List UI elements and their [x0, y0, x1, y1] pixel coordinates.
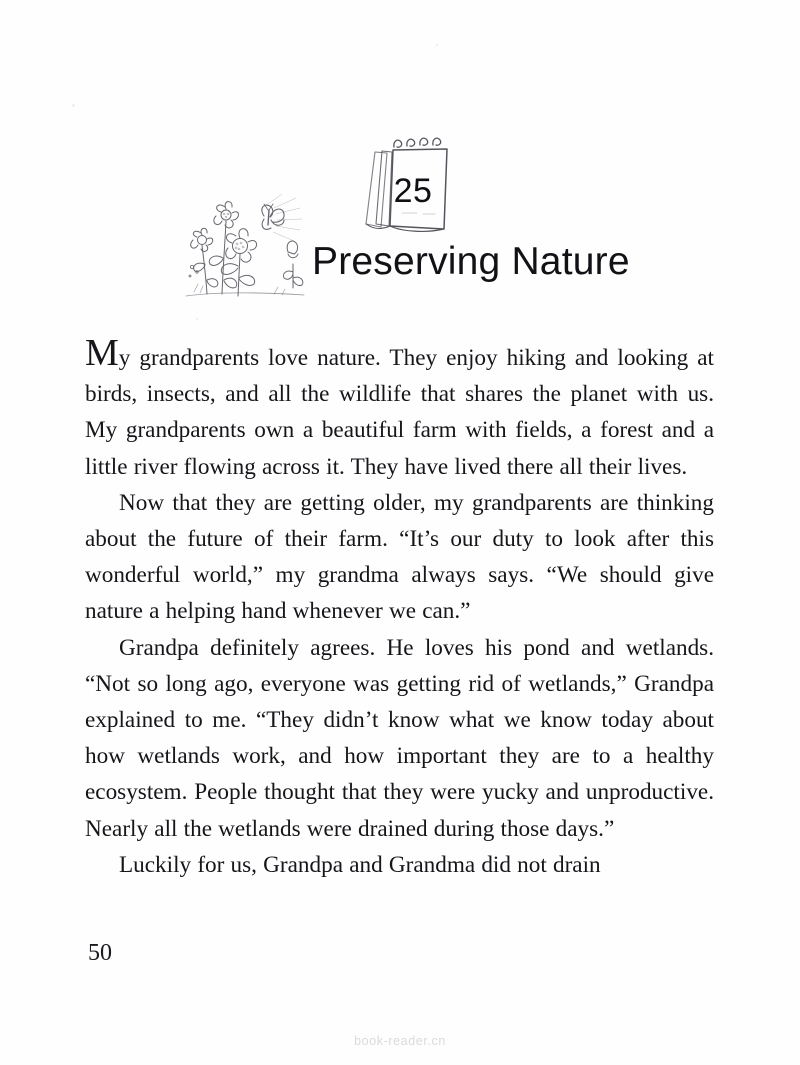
paragraph — [85, 630, 714, 847]
paragraph — [85, 332, 714, 485]
scan-speck — [196, 318, 198, 320]
flowers-butterfly-illustration — [178, 192, 326, 304]
paragraph-text: y grandparents love nature. They enjoy hiking and looking at birds, insects, and all the wildlife that shares the planet with us. My grandparents own a beautiful farm with fields, a forest and a little river flowing across it. They have lived there all their lives. — [85, 345, 714, 480]
body-text — [85, 332, 714, 883]
paragraph-text: Now that they are getting older, my grandparents are thinking about the future of their farm. “It’s our duty to look after this wonderful world,” my grandma always says. “We should give nature a helping hand whenever we can.” — [85, 489, 714, 625]
chapter-title: Preserving Nature — [312, 240, 630, 283]
paragraph-text: Grandpa definitely agrees. He loves his pond and wetlands. “Not so long ago, everyone was getting rid of wetlands,” Grandpa explained to me. “They didn’t know what we know today about how wetlands work, and how important they are to a healthy ecosystem. People thought that they were yucky and unproductive. Nearly all the wetlands were drained during those days.” — [85, 634, 714, 842]
paragraph-text: Luckily for us, Grandpa and Grandma did not drain — [119, 851, 601, 878]
initial-cap: M — [85, 332, 119, 374]
scan-speck — [72, 104, 75, 107]
chapter-header — [0, 118, 800, 318]
paragraph — [85, 847, 714, 883]
paragraph — [85, 485, 714, 630]
watermark: book-reader.cn — [354, 1034, 446, 1048]
page-number: 50 — [88, 940, 112, 966]
scan-speck — [436, 44, 438, 46]
chapter-number: 25 — [393, 171, 433, 210]
